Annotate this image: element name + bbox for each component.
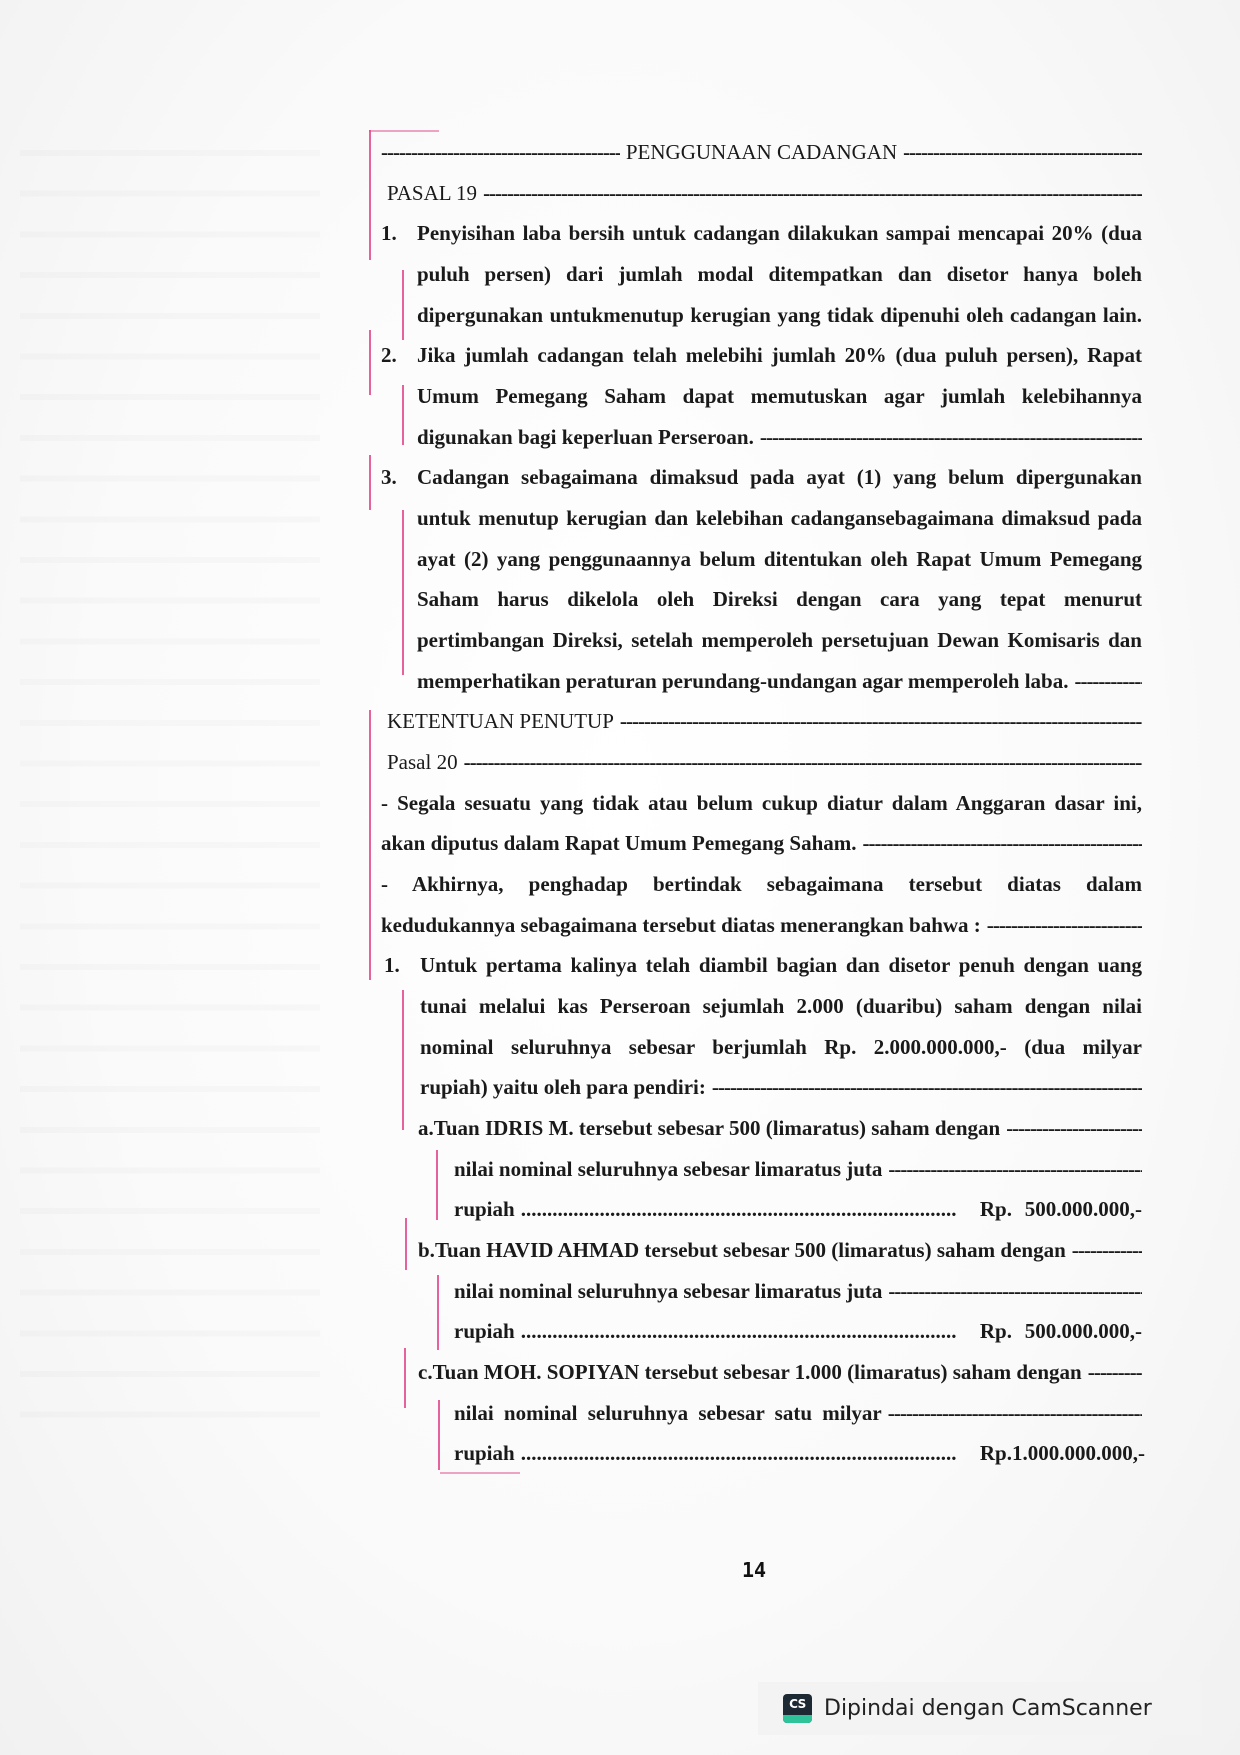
list-item-3-line xyxy=(417,661,1142,701)
list-item-2-line xyxy=(417,376,1142,416)
camscanner-watermark xyxy=(758,1682,1202,1735)
founder-entry-b-line xyxy=(454,1271,1142,1311)
founder-entry-a-amount xyxy=(454,1189,1142,1229)
article-heading xyxy=(381,173,1142,213)
section-heading-text: PENGGUNAAN CADANGAN xyxy=(625,140,898,164)
margin-marker xyxy=(402,385,404,445)
paragraph-line xyxy=(381,823,1142,863)
section-heading xyxy=(381,701,1142,741)
founder-text: Tuan MOH. SOPIYAN tersebut sebesar 1.000 (limaratus) saham dengan xyxy=(432,1360,1082,1384)
founder-entry-a xyxy=(418,1108,1142,1148)
list-text: digunakan bagi keperluan Perseroan. xyxy=(417,425,754,449)
founder-entry-a-line xyxy=(454,1149,1142,1189)
list-item-3 xyxy=(381,457,1142,497)
camscanner-label: Dipindai dengan CamScanner xyxy=(824,1696,1152,1721)
list-number: 1. xyxy=(384,953,400,977)
list-item-1-line xyxy=(420,1027,1142,1067)
list-item-1 xyxy=(381,213,1142,253)
bleed-through-left xyxy=(20,120,320,1420)
list-item-1-line xyxy=(420,986,1142,1026)
paragraph-line xyxy=(381,905,1142,945)
founder-text: Tuan IDRIS M. tersebut sebesar 500 (limaratus) saham dengan xyxy=(433,1116,1001,1140)
list-text: nominal seluruhnya sebesar berjumlah Rp. 2.000.000.000,- (dua milyar xyxy=(420,1035,1142,1059)
margin-marker xyxy=(402,990,404,1130)
list-text: memperhatikan peraturan perundang-undangan agar memperoleh laba. xyxy=(417,669,1069,693)
list-text: dipergunakan untukmenutup kerugian yang tidak dipenuhi oleh cadangan lain. xyxy=(417,303,1142,327)
list-text: Penyisihan laba bersih untuk cadangan dilakukan sampai mencapai 20% (dua xyxy=(417,221,1142,245)
article-heading-text: Pasal 20 xyxy=(387,750,458,774)
camscanner-logo-text: CS xyxy=(789,1697,806,1711)
list-text: Jika jumlah cadangan telah melebihi jumlah 20% (dua puluh persen), Rapat xyxy=(417,343,1142,367)
list-item-3-line xyxy=(417,539,1142,579)
article-heading-text: PASAL 19 xyxy=(387,181,478,205)
margin-marker xyxy=(402,510,404,675)
founder-text: nilai nominal seluruhnya sebesar satu milyar xyxy=(454,1401,882,1425)
founder-letter: a. xyxy=(418,1116,434,1140)
margin-marker xyxy=(438,1400,440,1470)
currency-label: Rp. xyxy=(979,1197,1012,1221)
list-text: Umum Pemegang Saham dapat memutuskan agar jumlah kelebihannya xyxy=(417,384,1142,408)
founder-text: Tuan HAVID AHMAD tersebut sebesar 500 (limaratus) saham dengan xyxy=(434,1238,1066,1262)
list-item-1-line xyxy=(417,254,1142,294)
list-item-3-line xyxy=(417,620,1142,660)
margin-marker xyxy=(405,1218,407,1270)
paragraph-text: kedudukannya sebagaimana tersebut diatas menerangkan bahwa : xyxy=(381,913,981,937)
founder-entry-b xyxy=(418,1230,1142,1270)
section-heading-text: KETENTUAN PENUTUP xyxy=(387,709,614,733)
list-item-2 xyxy=(381,335,1142,375)
list-text: rupiah) yaitu oleh para pendiri: xyxy=(420,1075,706,1099)
founder-entry-c xyxy=(418,1352,1142,1392)
founder-text: nilai nominal seluruhnya sebesar limaratus juta xyxy=(454,1157,883,1181)
list-item-3-line xyxy=(417,579,1142,619)
margin-marker xyxy=(436,1150,438,1220)
margin-marker xyxy=(369,710,371,980)
margin-marker xyxy=(402,270,404,340)
paragraph-line xyxy=(381,864,1142,904)
list-text: Saham harus dikelola oleh Direksi dengan cara yang tepat menurut xyxy=(417,587,1142,611)
list-text: pertimbangan Direksi, setelah memperoleh persetujuan Dewan Komisaris dan xyxy=(417,628,1142,652)
list-text: tunai melalui kas Perseroan sejumlah 2.000 (duaribu) saham dengan nilai xyxy=(420,994,1142,1018)
paragraph-text: - Akhirnya, penghadap bertindak sebagaimana tersebut diatas dalam xyxy=(381,872,1142,896)
list-text: Cadangan sebagaimana dimaksud pada ayat (1) yang belum dipergunakan xyxy=(417,465,1142,489)
list-item-1-line xyxy=(420,1067,1142,1107)
margin-marker xyxy=(437,1275,439,1350)
founder-entry-b-amount xyxy=(454,1311,1142,1351)
list-item-1-line xyxy=(417,295,1142,335)
page-number: 14 xyxy=(742,1558,767,1582)
list-text: Untuk pertama kalinya telah diambil bagian dan disetor penuh dengan uang xyxy=(420,953,1142,977)
camscanner-logo-accent xyxy=(783,1715,812,1723)
paragraph-line xyxy=(381,783,1142,823)
list-text: ayat (2) yang penggunaannya belum ditentukan oleh Rapat Umum Pemegang xyxy=(417,547,1142,571)
founder-entry-c-amount xyxy=(454,1433,1145,1473)
margin-marker xyxy=(369,130,371,260)
paragraph-text: - Segala sesuatu yang tidak atau belum cukup diatur dalam Anggaran dasar ini, xyxy=(381,791,1142,815)
founder-letter: c. xyxy=(418,1360,433,1384)
currency-label: Rp. xyxy=(979,1441,1012,1465)
amount-value: 500.000.000,- xyxy=(1024,1197,1142,1221)
list-number: 2. xyxy=(381,343,397,367)
amount-value: 1.000.000.000,- xyxy=(1012,1441,1145,1465)
founder-entry-c-line xyxy=(454,1393,1142,1433)
margin-marker xyxy=(369,330,371,395)
list-number: 1. xyxy=(381,221,397,245)
amount-value: 500.000.000,- xyxy=(1024,1319,1142,1343)
currency-label: Rp. xyxy=(979,1319,1012,1343)
founder-text: rupiah xyxy=(454,1319,515,1343)
margin-marker xyxy=(404,1348,406,1408)
list-number: 3. xyxy=(381,465,397,489)
founder-text: nilai nominal seluruhnya sebesar limaratus juta xyxy=(454,1279,883,1303)
list-text: untuk menutup kerugian dan kelebihan cadangansebagaimana dimaksud pada xyxy=(417,506,1142,530)
founder-letter: b. xyxy=(418,1238,435,1262)
camscanner-logo-icon xyxy=(783,1694,812,1723)
list-text: puluh persen) dari jumlah modal ditempatkan dan disetor hanya boleh xyxy=(417,262,1142,286)
founder-text: rupiah xyxy=(454,1197,515,1221)
list-item-2-line xyxy=(417,417,1142,457)
list-item-3-line xyxy=(417,498,1142,538)
founder-text: rupiah xyxy=(454,1441,515,1465)
list-item-1 xyxy=(384,945,1142,985)
article-heading xyxy=(381,742,1142,782)
section-heading xyxy=(381,132,1142,172)
paragraph-text: akan diputus dalam Rapat Umum Pemegang Saham. xyxy=(381,831,857,855)
margin-marker xyxy=(369,455,371,510)
